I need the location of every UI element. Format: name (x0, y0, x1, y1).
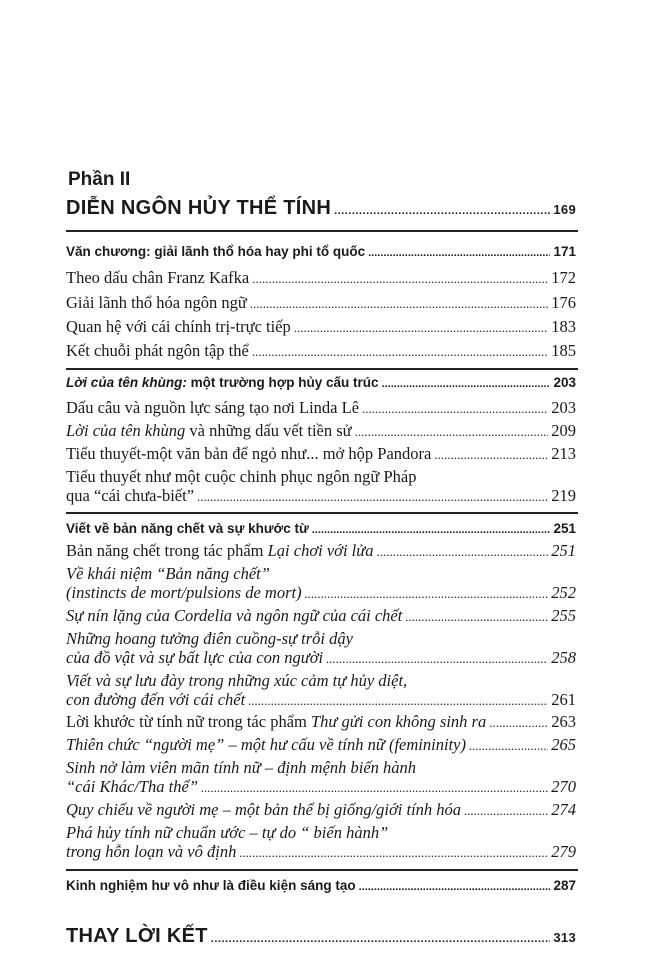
toc-entry (66, 800, 576, 820)
leader-dots (334, 205, 550, 217)
leader-dots (201, 780, 548, 796)
page-number: 261 (551, 690, 576, 709)
entry-text-line1: Tiểu thuyết như một cuộc chinh phục ngôn ngữ Pháp (66, 467, 417, 486)
section-title-rest: một trường hợp hủy cấu trúc (186, 375, 379, 390)
divider (66, 512, 578, 514)
toc-entry (66, 398, 576, 418)
entry-text-line1: Viết và sự lưu đày trong những xúc cảm tự hủy diệt, (66, 671, 408, 690)
entry-text: Thiên chức “người mẹ” – một hư cấu về tính nữ (femininity) (66, 735, 466, 754)
leader-dots (464, 803, 548, 819)
page-number: 274 (551, 800, 576, 819)
entry-text: Sự nín lặng của Cordelia và ngôn ngữ của cái chết (66, 606, 403, 625)
leader-dots (305, 586, 549, 602)
toc-entry (66, 341, 576, 361)
page-number: 183 (551, 317, 576, 336)
leader-dots (250, 296, 548, 312)
leader-dots (489, 715, 548, 731)
part-title: DIỄN NGÔN HỦY THỂ TÍNH (66, 197, 332, 219)
section-title-row (66, 521, 576, 536)
leader-dots (368, 247, 550, 259)
page-number: 213 (551, 444, 576, 463)
entry-text-line2: trong hỗn loạn và vô định (66, 842, 237, 861)
entry-text-italic: Thư gửi con không sinh ra (311, 712, 487, 731)
leader-dots (239, 845, 548, 861)
entry-text: Dấu câu và nguồn lực sáng tạo nơi Linda Lê (66, 398, 360, 417)
page-number: 203 (551, 398, 576, 417)
leader-dots (434, 447, 548, 463)
entry-text-line2: con đường đến với cái chết (66, 690, 246, 709)
toc-entry (66, 444, 576, 464)
divider (66, 368, 578, 370)
page-number: 172 (551, 268, 576, 287)
page-number: 279 (551, 842, 576, 861)
page-number: 251 (551, 541, 576, 560)
page-number: 171 (553, 244, 576, 259)
toc-entry (66, 712, 576, 732)
leader-dots (248, 693, 548, 709)
page-number: 263 (551, 712, 576, 731)
toc-entry (66, 541, 576, 561)
leader-dots (359, 881, 551, 893)
toc-entry (66, 486, 576, 506)
leader-dots (312, 524, 551, 536)
page-number: 255 (551, 606, 576, 625)
leader-dots (355, 424, 549, 440)
section-title: Kinh nghiệm hư vô như là điều kiện sáng tạo (66, 878, 356, 893)
leader-dots (469, 738, 548, 754)
entry-text-line2: (instincts de mort/pulsions de mort) (66, 583, 302, 602)
entry-text-italic: Lời của tên khùng (66, 421, 186, 440)
part-label: Phần II (68, 169, 131, 190)
toc-entry (66, 842, 576, 862)
toc-entry (66, 777, 576, 797)
page-number: 265 (551, 735, 576, 754)
toc-entry (66, 690, 576, 710)
entry-text (66, 421, 352, 441)
leader-dots (252, 344, 548, 360)
entry-text-line2: qua “cái chưa-biết” (66, 486, 195, 505)
page-number: 287 (553, 878, 576, 893)
page-number: 209 (551, 421, 576, 440)
part-title-row (66, 197, 576, 220)
leader-dots (197, 489, 548, 505)
divider (66, 869, 578, 871)
page-number: 252 (551, 583, 576, 602)
entry-text-rest: và những dấu vết tiền sử (185, 421, 352, 440)
entry-text-plain: Bản năng chết trong tác phẩm (66, 541, 268, 560)
leader-dots (377, 544, 549, 560)
entry-text (66, 541, 374, 561)
toc-entry (66, 268, 576, 288)
section-title-row (66, 878, 576, 893)
divider (66, 230, 578, 232)
entry-text-line1: Về khái niệm “Bản năng chết” (66, 564, 270, 583)
page-number: 270 (551, 777, 576, 796)
toc-entry (66, 648, 576, 668)
page-number: 219 (551, 486, 576, 505)
leader-dots (252, 271, 548, 287)
entry-text: Tiểu thuyết-một văn bản để ngỏ như... mở hộp Pandora (66, 444, 432, 463)
toc-entry (66, 606, 576, 626)
toc-entry (66, 421, 576, 441)
entry-text-line1: Những hoang tưởng điên cuồng-sự trỗi dậy (66, 629, 353, 648)
entry-text-line2: “cái Khác/Tha thể” (66, 777, 199, 796)
page-number: 169 (553, 202, 576, 217)
entry-text-plain: Lời khước từ tính nữ trong tác phẩm (66, 712, 311, 731)
leader-dots (362, 401, 548, 417)
section-title: Viết về bản năng chết và sự khước từ (66, 521, 309, 536)
section-title-italic: Lời của tên khùng: (66, 375, 187, 390)
leader-dots (326, 651, 548, 667)
leader-dots (294, 320, 548, 336)
section-title-row (66, 244, 576, 259)
toc-entry (66, 317, 576, 337)
entry-text-italic: Lại chơi với lửa (267, 541, 374, 560)
leader-dots (405, 609, 548, 625)
entry-text: Theo dấu chân Franz Kafka (66, 268, 250, 287)
entry-text-line1: Phá hủy tính nữ chuẩn ước – tự do “ biến hành” (66, 823, 389, 842)
closing-title: THAY LỜI KẾT (66, 925, 208, 947)
entry-text: Quy chiếu về người mẹ – một bản thể bị giống/giới tính hóa (66, 800, 462, 819)
entry-text: Kết chuỗi phát ngôn tập thể (66, 341, 249, 360)
entry-text: Quan hệ với cái chính trị-trực tiếp (66, 317, 291, 336)
leader-dots (382, 378, 551, 390)
entry-text-line1: Sinh nở làm viên mãn tính nữ – định mệnh biến hành (66, 758, 417, 777)
toc-entry (66, 293, 576, 313)
page-number: 185 (551, 341, 576, 360)
page-number: 203 (553, 375, 576, 390)
page-number: 258 (551, 648, 576, 667)
section-title-row (66, 375, 576, 390)
page-number: 251 (553, 521, 576, 536)
toc-entry (66, 735, 576, 755)
entry-text-line2: của đồ vật và sự bất lực của con người (66, 648, 324, 667)
page-number: 313 (553, 930, 576, 945)
closing-title-row (66, 925, 576, 948)
leader-dots (211, 933, 551, 945)
entry-text (66, 712, 486, 732)
page-number: 176 (551, 293, 576, 312)
section-title: Văn chương: giải lãnh thổ hóa hay phi tổ quốc (66, 244, 366, 259)
entry-text: Giải lãnh thổ hóa ngôn ngữ (66, 293, 247, 312)
toc-entry (66, 583, 576, 603)
section-title (66, 375, 379, 390)
